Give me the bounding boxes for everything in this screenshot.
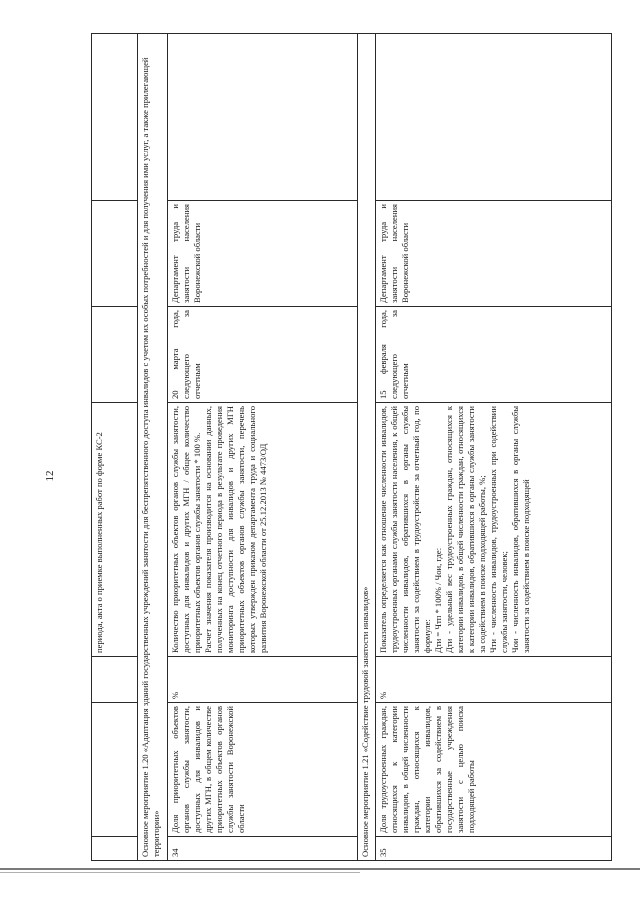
section-title: Основное мероприятие 1.21 «Содействие трудовой занятости инвалидов» xyxy=(358,34,376,861)
unit-cell: % xyxy=(168,657,358,703)
name-cell xyxy=(92,703,138,837)
responsible-cell xyxy=(92,201,138,307)
name-cell: Доля приоритетных объектов органов службы занятости, доступных для инвалидов и других МГН, в общем количестве приоритетных объектов органов службы занятости Воронежской области xyxy=(168,703,358,837)
blank-cell xyxy=(376,34,612,201)
scan-edge-line xyxy=(0,872,360,873)
blank-cell xyxy=(168,34,358,201)
scan-edge-line xyxy=(0,868,640,870)
responsible-cell: Департамент труда и занятости населения Воронежской области xyxy=(168,201,358,307)
rotated-table-wrapper xyxy=(91,33,615,861)
unit-cell: % xyxy=(376,657,612,703)
responsible-cell: Департамент труда и занятости населения Воронежской области xyxy=(376,201,612,307)
method-cell xyxy=(376,403,612,657)
num-cell xyxy=(92,837,138,861)
date-cell xyxy=(92,307,138,403)
table-row xyxy=(92,34,138,861)
date-cell: 15 февраля года, следующего за отчетным xyxy=(376,307,612,403)
table-row xyxy=(376,34,612,861)
table-row xyxy=(168,34,358,861)
indicators-table xyxy=(91,33,612,861)
unit-cell xyxy=(92,657,138,703)
method-paragraph: Чти - численность инвалидов, трудоустроенных при содействии службы занятости, человек; xyxy=(488,406,509,653)
method-paragraph: Расчет значения показателя производится на основании данных, полученных на конец отчетного периода в результате проведения мониторинга доступности для инвалидов и других МГН приоритетных объектов органов службы занятости, перечень которых утвержден приказом департамента труда и социального развития Воронежской области от 25.12.2013 № 4473/ОД xyxy=(203,406,268,653)
section-header-row xyxy=(138,34,168,861)
section-title: Основное мероприятие 1.20 «Адаптация зданий государственных учреждений занятости для беспрепятственного доступа инвалидов с учетом их особых потребностей и для получения ими услуг, а также прилегающей территории» xyxy=(138,34,168,861)
method-cell: периода, акта о приемке выполненных работ по форме КС-2 xyxy=(92,403,138,657)
method-paragraph: Показатель определяется как отношение численности инвалидов, трудоустроенных органами службы занятости населения, к общей численности инвалидов, обратившихся в органы службы занятости за содействием в трудоустройстве за отчетный год, по формуле: xyxy=(378,406,432,653)
method-cell xyxy=(168,403,358,657)
method-paragraph: Дти - удельный вес трудоустроенных граждан, относящихся к категории инвалидов, в общей численности граждан, относящихся к категории инвалидов, обратившихся в органы службы занятости за содействием в поиске подходящей работы, %; xyxy=(444,406,487,653)
method-paragraph: Чои - численность инвалидов, обратившихся в органы службы занятости за содействием в поиске подходящей xyxy=(510,406,531,653)
name-cell: Доля трудоустроенных граждан, относящихся к категории инвалидов, в общей численности граждан, относящихся к категории инвалидов, обратившихся за содействием в государственные учреждения занятости с целью поиска подходящей работы xyxy=(376,703,612,837)
num-cell: 35 xyxy=(376,837,612,861)
page-number: 12 xyxy=(44,470,56,482)
method-paragraph: Дти = Чтп * 100% / Чои, где: xyxy=(433,547,443,653)
section-header-row xyxy=(358,34,376,861)
method-paragraph: Количество приоритетных объектов органов службы занятости, доступных для инвалидов и других МГН / общее количество приоритетных объектов органов службы занятости * 100 %. xyxy=(170,406,202,653)
num-cell: 34 xyxy=(168,837,358,861)
date-cell: 20 марта года, следующего за отчетным xyxy=(168,307,358,403)
blank-cell xyxy=(92,34,138,201)
